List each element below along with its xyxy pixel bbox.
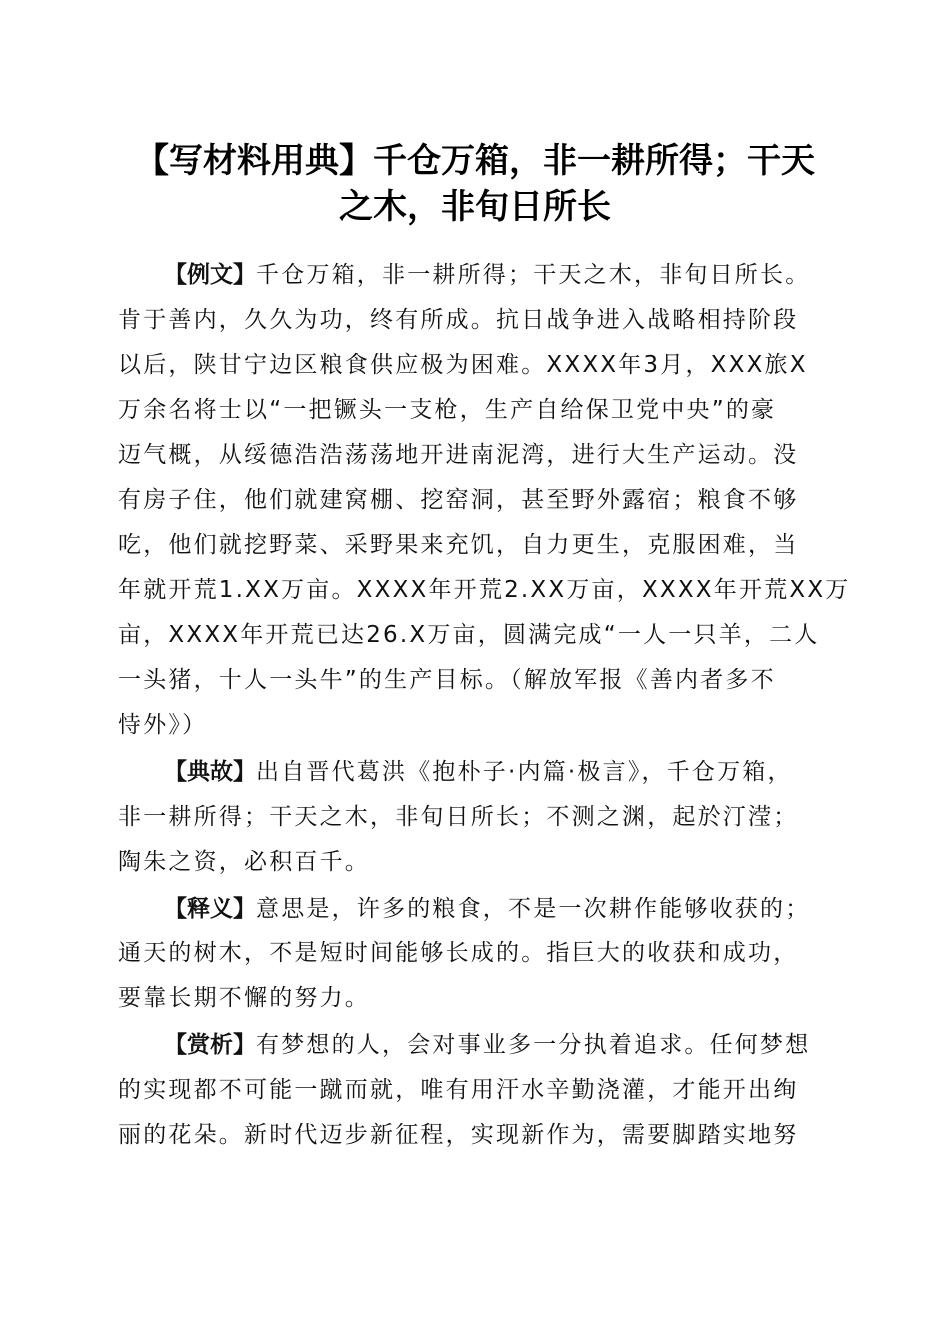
- paragraph-line: 【典故】出自晋代葛洪《抱朴子·内篇·极言》，千仓万箱，: [164, 759, 793, 785]
- paragraph-line: 非一耕所得；干天之木，非旬日所长；不测之渊，起於汀滢；: [118, 804, 799, 830]
- paragraph-line: 以后，陕甘宁边区粮食供应极为困难。XXXX年3月，XXX旅X: [118, 352, 808, 378]
- paragraph-line: 【赏析】有梦想的人，会对事业多一分执着追求。任何梦想: [164, 1032, 811, 1058]
- section-tag-example: 【例文】: [164, 262, 256, 288]
- paragraph-line: 万余名将士以“一把镢头一支枪，生产自给保卫党中央”的豪: [118, 397, 777, 423]
- paragraph-line: 迈气概，从绥德浩浩荡荡地开进南泥湾，进行大生产运动。没: [118, 442, 799, 468]
- section-tag-allusion: 【典故】: [164, 759, 256, 785]
- paragraph-line: 通天的树木，不是短时间能够长成的。指巨大的收获和成功，: [118, 940, 799, 966]
- paragraph-line: 恃外》）: [118, 712, 208, 738]
- paragraph-line: 一头猪，十人一头牛”的生产目标。（解放军报《善内者多不: [118, 667, 776, 693]
- paragraph-line: 的实现都不可能一蹴而就，唯有用汗水辛勤浇灌，才能开出绚: [118, 1077, 799, 1103]
- title-line-1: 【写材料用典】千仓万箱，非一耕所得；干天: [135, 141, 815, 181]
- section-tag-appreciation: 【赏析】: [164, 1032, 256, 1058]
- paragraph-line: 【例文】千仓万箱，非一耕所得；干天之木，非旬日所长。: [164, 262, 811, 288]
- paragraph-line: 亩，XXXX年开荒已达26.X万亩，圆满完成“一人一只羊，二人: [118, 622, 820, 648]
- paragraph-line: 【释义】意思是，许多的粮食，不是一次耕作能够收获的；: [164, 896, 811, 922]
- paragraph-line: 丽的花朵。新时代迈步新征程，实现新作为，需要脚踏实地努: [118, 1122, 799, 1148]
- paragraph-line: 陶朱之资，必积百千。: [118, 849, 370, 875]
- section-tag-meaning: 【释义】: [164, 896, 256, 922]
- paragraph-line: 肯于善内，久久为功，终有所成。抗日战争进入战略相持阶段: [118, 307, 799, 333]
- paragraph-line: 年就开荒1.XX万亩。XXXX年开荒2.XX万亩，XXXX年开荒XX万: [118, 577, 851, 603]
- paragraph-line: 吃，他们就挖野菜、采野果来充饥，自力更生，克服困难，当: [118, 532, 799, 558]
- document-title: [100, 138, 850, 230]
- paragraph-line: 有房子住，他们就建窝棚、挖窑洞，甚至野外露宿；粮食不够: [118, 487, 799, 513]
- title-line-2: 之木，非旬日所长: [339, 187, 611, 227]
- paragraph-line: 要靠长期不懈的努力。: [118, 985, 370, 1011]
